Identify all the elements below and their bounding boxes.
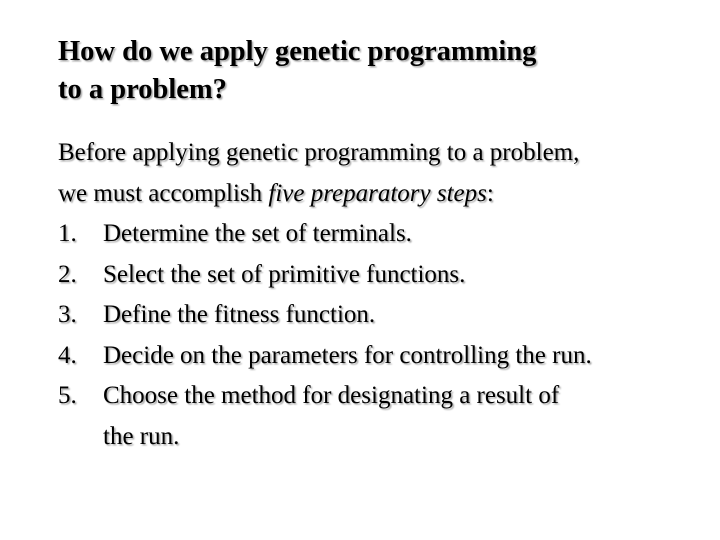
- step-text: Decide on the parameters for controlling the run.: [103, 341, 592, 369]
- step-number: 2.: [58, 260, 77, 288]
- list-item: [58, 255, 708, 296]
- intro-emphasis: five preparatory steps: [268, 179, 487, 207]
- step-text: Choose the method for designating a result of: [103, 382, 560, 409]
- list-item: [58, 214, 708, 255]
- step-number: 5.: [58, 382, 77, 409]
- list-item: [58, 376, 708, 457]
- slide-title-line-2: to a problem?: [58, 74, 227, 105]
- intro-line-2-prefix: we must accomplish: [58, 179, 269, 207]
- step-number: 1.: [58, 220, 77, 247]
- step-text: Select the set of primitive functions.: [103, 260, 466, 288]
- slide-title: [58, 33, 698, 109]
- list-item: [58, 336, 708, 377]
- step-text: Define the fitness function.: [103, 301, 376, 328]
- slide-title-line-1: How do we apply genetic programming: [58, 36, 537, 67]
- intro-line-1: Before applying genetic programming to a problem,: [58, 139, 580, 166]
- intro-line-2: [58, 174, 708, 215]
- steps-list: [58, 214, 708, 457]
- step-number: 4.: [58, 341, 77, 369]
- slide-body: [58, 133, 708, 457]
- step-text: Determine the set of terminals.: [103, 220, 412, 247]
- step-text-continuation: the run.: [103, 422, 180, 450]
- intro-line-2-suffix: :: [486, 179, 494, 207]
- list-item: [58, 295, 708, 336]
- step-number: 3.: [58, 301, 77, 328]
